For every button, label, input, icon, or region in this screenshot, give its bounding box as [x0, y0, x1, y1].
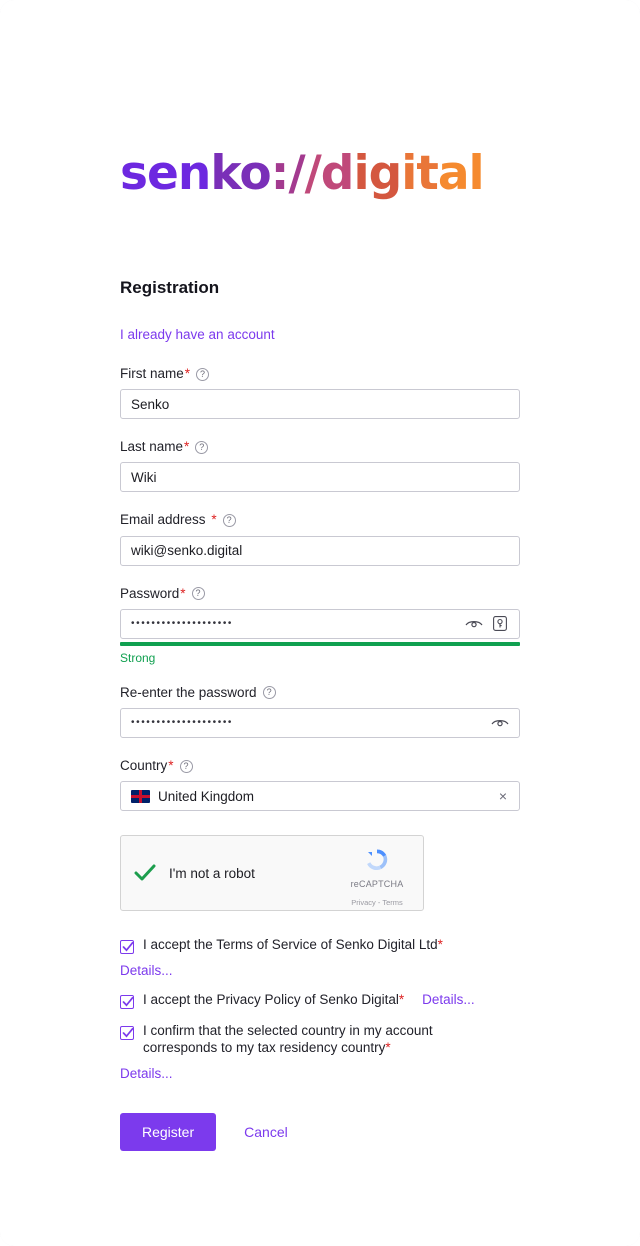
cancel-button[interactable]: Cancel	[244, 1123, 288, 1140]
recaptcha-brand-name: reCAPTCHA	[350, 879, 404, 890]
last-name-input[interactable]	[120, 462, 520, 492]
recaptcha-widget[interactable]	[120, 835, 424, 911]
password-value: ••••••••••••••••••••	[131, 617, 234, 629]
details-link-terms[interactable]: Details...	[120, 963, 173, 979]
password-repeat-value: ••••••••••••••••••••	[131, 716, 234, 728]
recaptcha-branding	[341, 846, 413, 910]
password-repeat-input[interactable]	[120, 708, 520, 738]
last-name-field	[120, 439, 520, 492]
consent-row-tax-residency	[120, 1023, 520, 1057]
password-strength-label: Strong	[120, 650, 156, 665]
form-actions	[120, 1113, 520, 1151]
country-select[interactable]	[120, 781, 520, 811]
password-input[interactable]	[120, 609, 520, 639]
country-field	[120, 758, 520, 811]
password-label	[120, 586, 520, 602]
email-label	[120, 512, 520, 528]
required-marker: *	[437, 937, 443, 953]
checkbox-privacy[interactable]	[120, 995, 134, 1009]
country-label-text: Country	[120, 757, 168, 773]
existing-account-link[interactable]: I already have an account	[120, 327, 275, 342]
help-icon[interactable]: ?	[192, 587, 205, 600]
first-name-input[interactable]	[120, 389, 520, 419]
page-title: Registration	[120, 278, 220, 297]
recaptcha-logo-icon	[363, 846, 391, 874]
brand-logo: senko://digital	[120, 146, 484, 201]
eye-off-icon[interactable]	[465, 616, 483, 632]
consent-list	[120, 937, 520, 1081]
required-marker: *	[184, 439, 190, 455]
password-strength-bar	[120, 642, 520, 646]
consent-text-privacy	[143, 992, 404, 1009]
required-marker: *	[398, 992, 405, 1008]
recaptcha-checkbox[interactable]	[133, 861, 157, 885]
consent-row-terms	[120, 937, 520, 954]
eye-off-icon[interactable]	[491, 715, 509, 731]
key-icon[interactable]	[491, 616, 509, 632]
country-value: United Kingdom	[158, 788, 255, 804]
password-label-text: Password	[120, 585, 180, 601]
password-field	[120, 586, 520, 665]
frame-mask	[0, 1232, 14, 1246]
email-label-text: Email address	[120, 512, 206, 528]
first-name-field	[120, 366, 520, 419]
consent-label: I accept the Privacy Policy of Senko Digital	[143, 992, 399, 1008]
register-button[interactable]: Register	[120, 1113, 216, 1151]
email-value: wiki@senko.digital	[131, 543, 243, 559]
help-icon[interactable]: ?	[180, 760, 193, 773]
checkbox-tax-residency[interactable]	[120, 1026, 134, 1040]
required-marker: *	[211, 512, 217, 528]
consent-text-terms	[143, 937, 443, 954]
recaptcha-label: I'm not a robot	[169, 865, 255, 881]
frame-mask	[0, 0, 14, 14]
password-repeat-label-text: Re-enter the password	[120, 684, 257, 700]
details-link-privacy[interactable]: Details...	[422, 992, 475, 1008]
first-name-label	[120, 366, 520, 382]
first-name-label-text: First name	[120, 366, 184, 381]
consent-label: I accept the Terms of Service of Senko Digital Ltd	[143, 937, 438, 953]
checkbox-terms[interactable]	[120, 940, 134, 954]
consent-text-tax-residency	[143, 1023, 493, 1057]
consent-row-privacy	[120, 992, 520, 1009]
recaptcha-links[interactable]: Privacy - Terms	[351, 898, 403, 908]
last-name-label-text: Last name	[120, 439, 184, 455]
frame-mask	[626, 1232, 640, 1246]
email-field	[120, 512, 520, 565]
password-repeat-label	[120, 685, 520, 701]
help-icon[interactable]: ?	[196, 368, 209, 381]
last-name-value: Wiki	[131, 469, 157, 485]
consent-label: I confirm that the selected country in my account corresponds to my tax residency country	[143, 1023, 433, 1055]
registration-form	[120, 278, 520, 1151]
email-input[interactable]	[120, 536, 520, 566]
password-input-icons	[465, 616, 509, 632]
details-link-tax-residency[interactable]: Details...	[120, 1065, 173, 1081]
required-marker: *	[184, 366, 191, 381]
first-name-value: Senko	[131, 396, 170, 412]
help-icon[interactable]: ?	[223, 514, 236, 527]
last-name-label	[120, 439, 520, 455]
password-repeat-field	[120, 685, 520, 738]
required-marker: *	[385, 1040, 391, 1055]
uk-flag-icon	[131, 790, 150, 803]
frame-mask	[626, 0, 640, 14]
required-marker: *	[168, 757, 174, 773]
help-icon[interactable]: ?	[195, 441, 208, 454]
help-icon[interactable]: ?	[263, 686, 276, 699]
close-icon[interactable]: ×	[498, 788, 507, 805]
country-label	[120, 758, 520, 774]
required-marker: *	[180, 585, 186, 601]
